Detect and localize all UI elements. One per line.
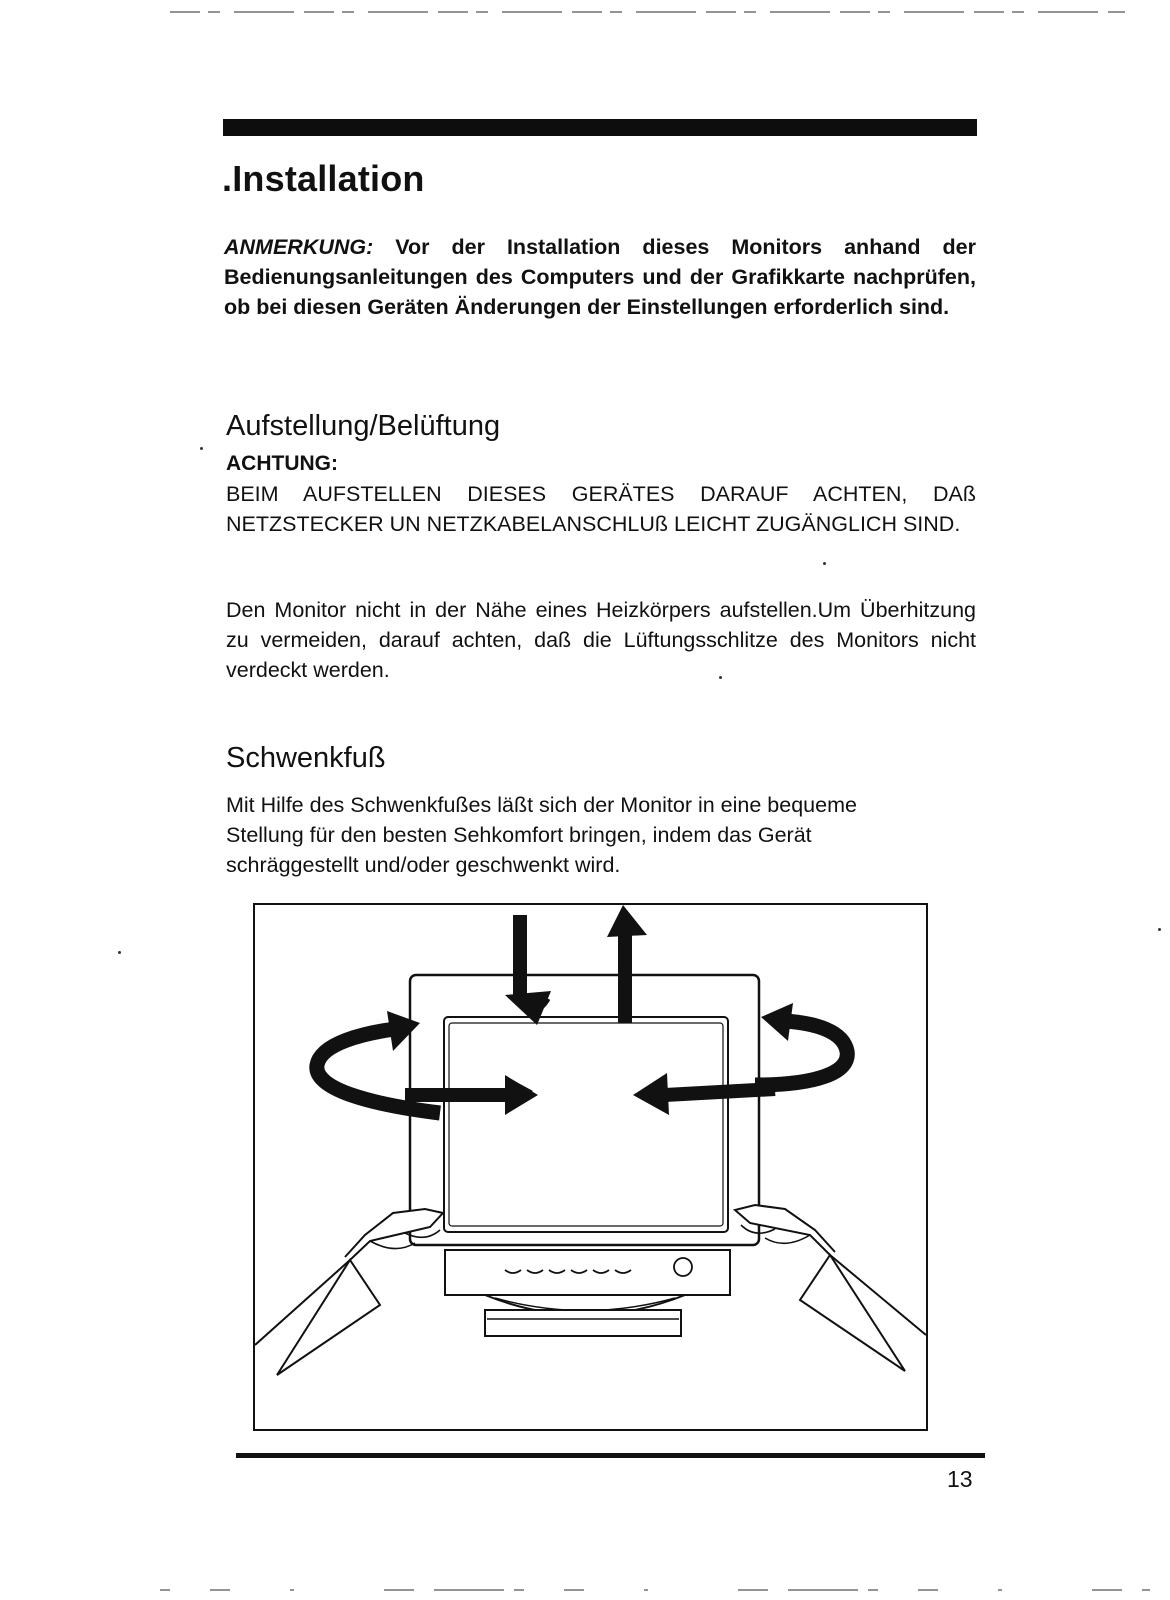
scan-edge-top: [0, 8, 1170, 16]
page-number: 13: [947, 1466, 973, 1492]
figure-monitor-swivel: [253, 903, 928, 1431]
monitor-tilt-swivel-icon: [255, 905, 926, 1429]
installation-note: [224, 232, 976, 322]
section-heading-placement: Aufstellung/Belüftung: [226, 410, 501, 442]
scan-edge-bottom: [0, 1586, 1170, 1594]
warning-label: ACHTUNG:: [226, 452, 338, 475]
footer-rule: [236, 1453, 985, 1458]
placement-paragraph: Den Monitor nicht in der Nähe eines Heizkörpers aufstellen.Um Überhitzung zu vermeiden, darauf achten, daß die Lüftungsschlitze des Monitors nicht verdeckt werden.: [226, 598, 976, 682]
warning-text: BEIM AUFSTELLEN DIESES GERÄTES DARAUF ACHTEN, DAß NETZSTECKER UN NETZKABELANSCHLUß LEICHT ZUGÄNGLICH SIND.: [226, 482, 976, 536]
scan-speck: [200, 447, 203, 450]
note-label: ANMERKUNG:: [224, 235, 374, 259]
header-rule: [223, 119, 977, 136]
scan-speck: [1158, 928, 1161, 931]
note-text: Vor der Installation dieses Monitors anhand der Bedienungsanleitungen des Computers und der Grafikkarte nachprüfen, ob bei diesen Geräten Änderungen der Einstellungen erforderlich sind.: [224, 235, 976, 319]
section-heading-swivel: Schwenkfuß: [226, 742, 386, 774]
scan-speck: [118, 951, 121, 954]
page-title: .Installation: [222, 158, 425, 199]
scan-speck: [823, 562, 826, 565]
swivel-paragraph: Mit Hilfe des Schwenkfußes läßt sich der Monitor in eine bequeme Stellung für den besten Sehkomfort bringen, indem das Gerät schräggestellt und/oder geschwenkt wird.: [226, 793, 857, 877]
